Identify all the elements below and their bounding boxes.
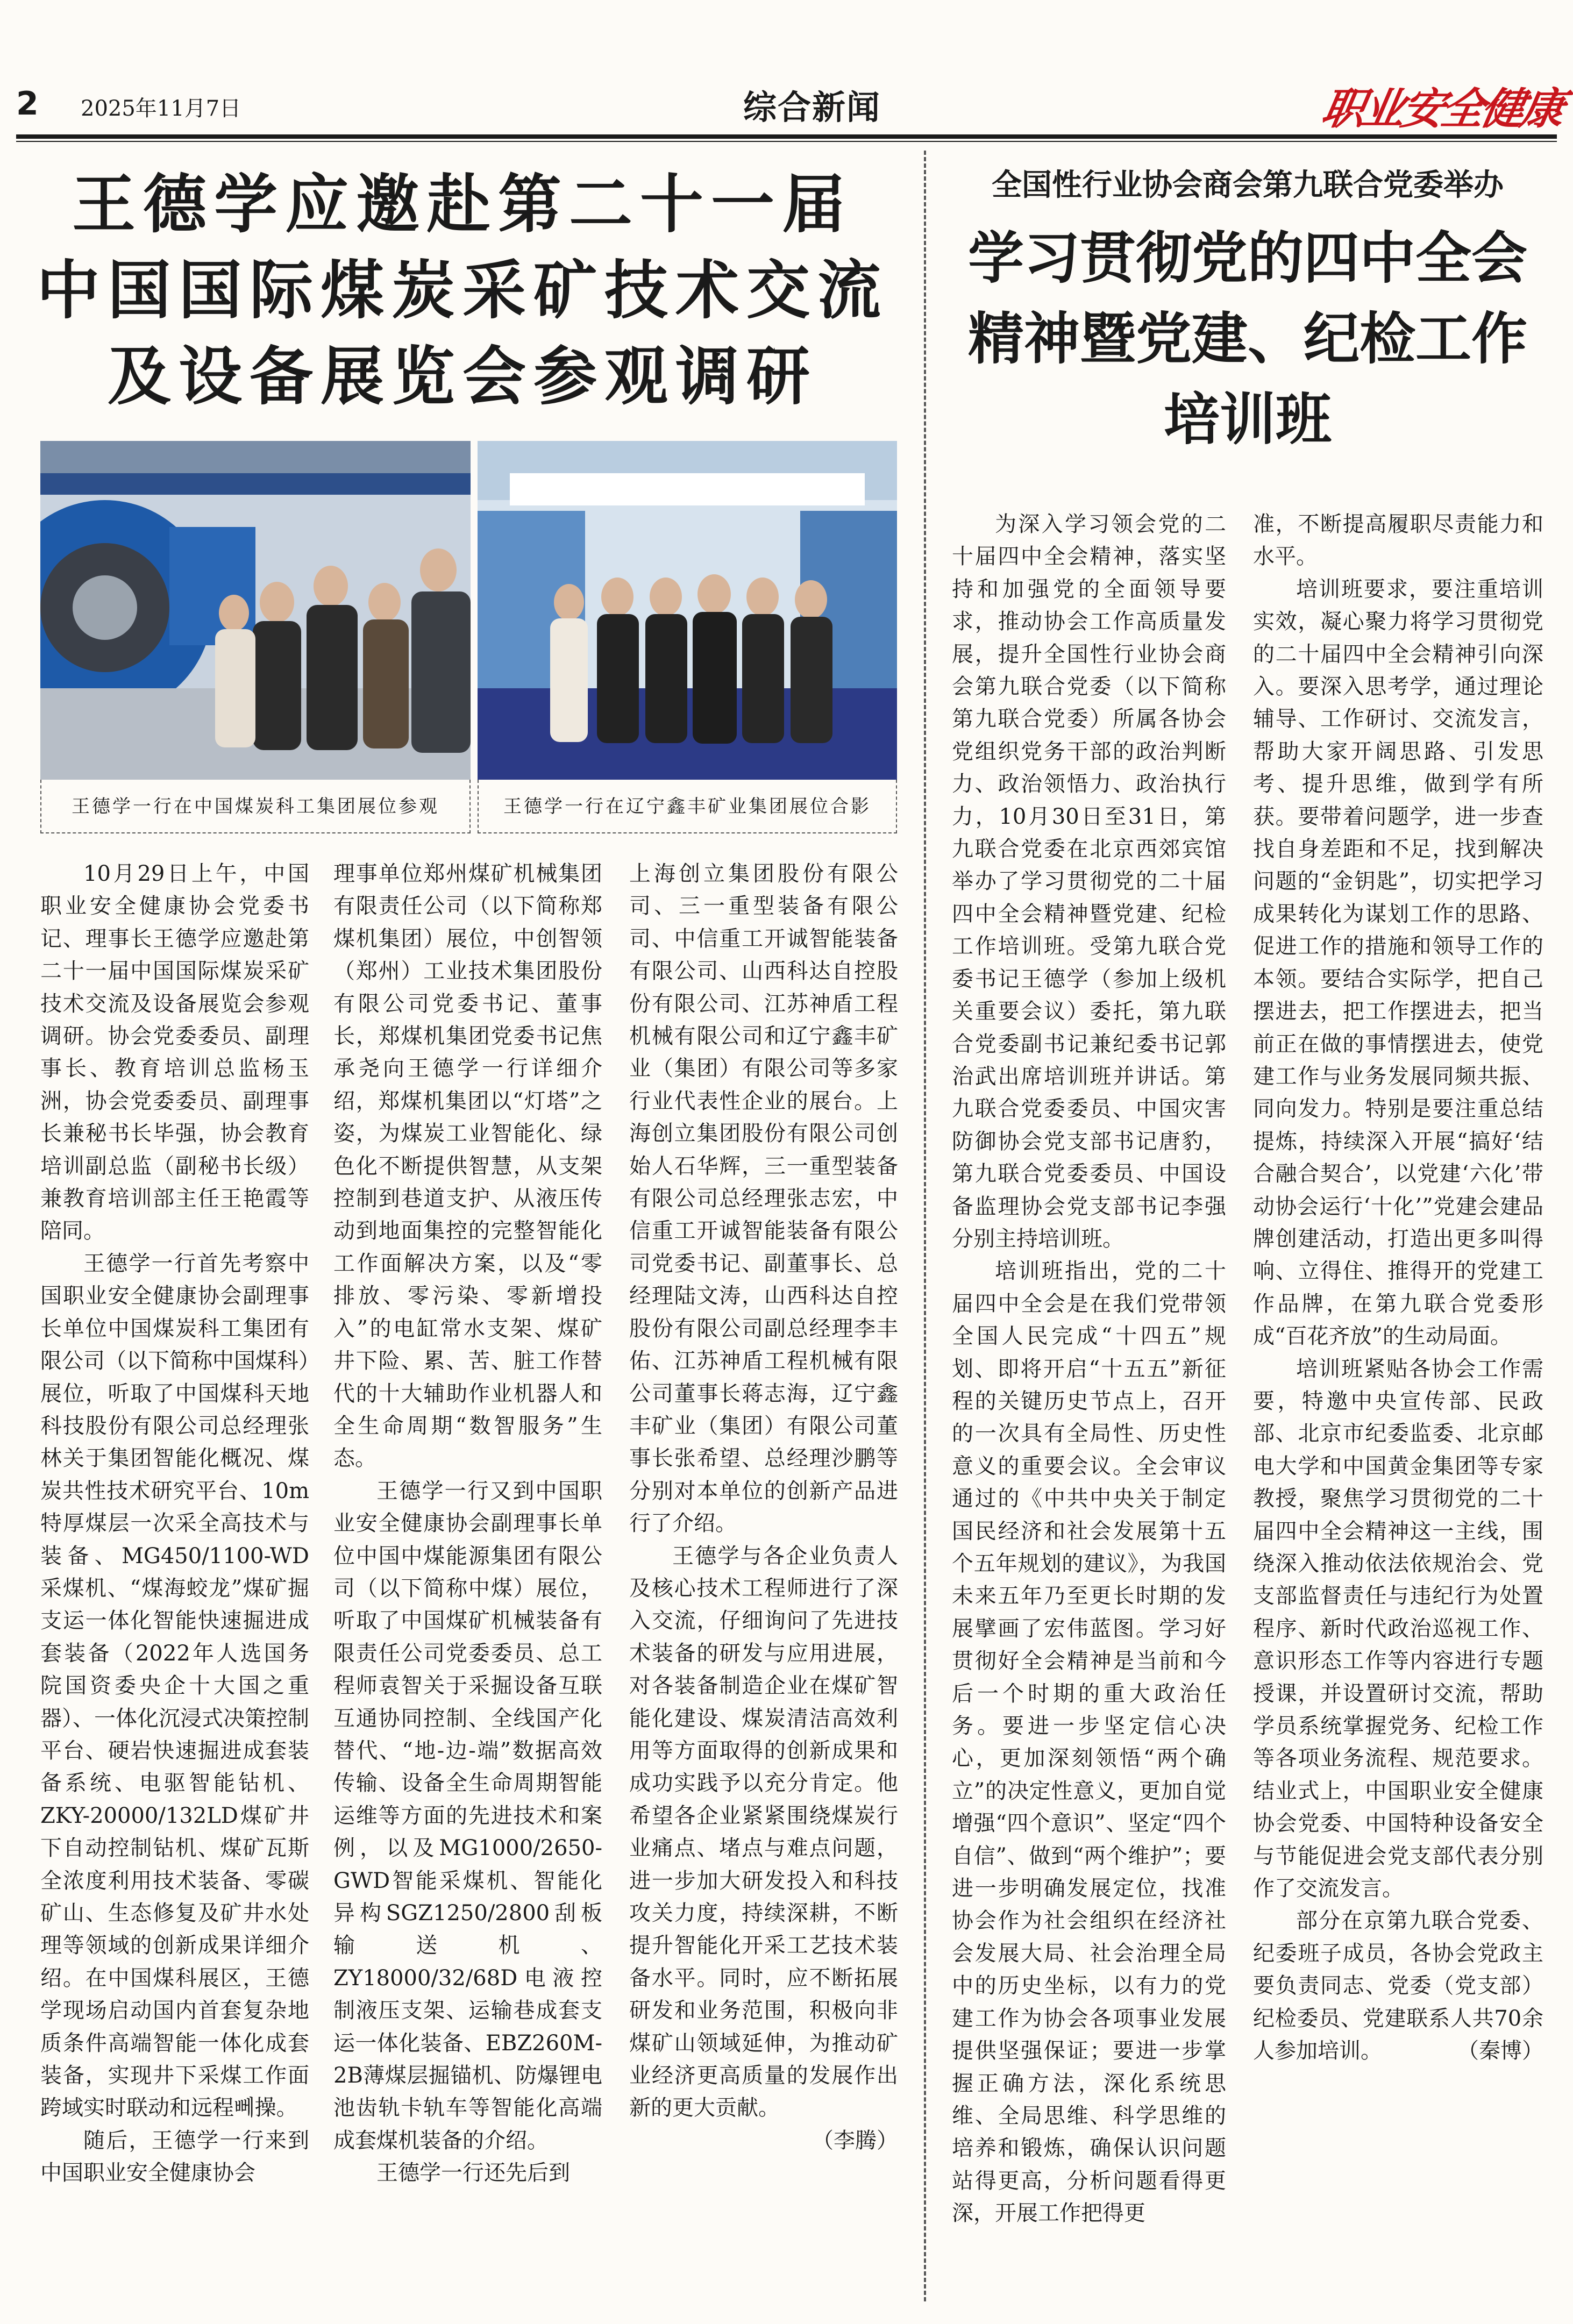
header-rule bbox=[16, 134, 1557, 139]
author-byline: （李腾） bbox=[812, 2128, 898, 2153]
header-rule-thin bbox=[16, 141, 1557, 142]
author-byline: （秦博） bbox=[1457, 2038, 1543, 2064]
photo-caption: 王德学一行在中国煤炭科工集团展位参观 bbox=[40, 780, 471, 833]
paragraph: 王德学一行又到中国职业安全健康协会副理事长单位中国中煤能源集团有限公司（以下简称中煤）展位，听取了中国煤矿机械装备有限责任公司党委委员、总工程师袁智关于采掘设备互联互通协同控制、全线国产化替代、“地-边-端”数据高效传输、设备全生命周期智能运维等方面的先进技术和案例，以及MG1000/2650-GWD智能采煤机、智能化异构SGZ1250/2800刮板输送机、ZY18000/32/68D电液控制液压支架、运输巷成套支运一体化装备、EBZ260M-2B薄煤层掘锚机、防爆锂电池齿轨卡轨车等智能化高端成套煤机装备的介绍。 bbox=[333, 1478, 602, 2153]
right-title-line: 培训班 bbox=[1163, 387, 1332, 452]
right-title-line: 精神暨党建、纪检工作 bbox=[967, 306, 1527, 372]
page-number: 2 bbox=[16, 85, 39, 123]
paragraph-text: 王德学与各企业负责人及核心技术工程师进行了深入交流，仔细询问了先进技术装备的研发与应用进展，对各装备制造企业在煤矿智能化建设、煤炭清洁高效利用等方面取得的创新成果和成功实践予以充分肯定。他希望各企业紧紧围绕煤炭行业痛点、堵点与难点问题，进一步加大研发投入和科技攻关力度，持续深耕，不断提升智能化开采工艺技术装备水平。同时，应不断拓展研发和业务范围，积极向非煤矿山领域延伸，为推动矿业经济更高质量的发展作出新的更大贡献。 bbox=[629, 1543, 898, 2121]
paragraph: 为深入学习领会党的二十届四中全会精神，落实坚持和加强党的全面领导要求，推动协会工作高质量发展，提升全国性行业协会商会第九联合党委（以下简称第九联合党委）所属各协会党组织党务干部的政治判断力、政治领悟力、政治执行力，10月30日至31日，第九联合党委在北京西郊宾馆举办了学习贯彻党的二十届四中全会精神暨党建、纪检工作培训班。受第九联合党委书记王德学（参加上级机关重要会议）委托，第九联合党委副书记兼纪委书记郭治武出席培训班并讲话。第九联合党委委员、中国灾害防御协会党支部书记唐豹，第九联合党委委员、中国设备监理协会党支部书记李强分别主持培训班。 bbox=[952, 512, 1226, 1251]
right-title-line: 学习贯彻党的四中全会 bbox=[967, 225, 1527, 291]
left-article-column-1 bbox=[40, 858, 309, 2309]
paragraph: 理事单位郑州煤矿机械集团有限责任公司（以下简称郑煤机集团）展位，中创智领（郑州）工业技术集团股份有限公司党委书记、董事长，郑煤机集团党委书记焦承尧向王德学一行详细介绍，郑煤机集团以“灯塔”之姿，为煤炭工业智能化、绿色化不断提供智慧，从支架控制到巷道支护、从液压传动到地面集控的完整智能化工作面解决方案，以及“零排放、零污染、零新增投入”的电缸常水支架、煤矿井下险、累、苦、脏工作替代的十大辅助作业机器人和全生命周期“数智服务”生态。 bbox=[333, 861, 602, 1471]
right-article-column-2 bbox=[1253, 508, 1543, 2309]
paragraph: 10月29日上午，中国职业安全健康协会党委书记、理事长王德学应邀赴第二十一届中国国际煤炭采矿技术交流及设备展览会参观调研。协会党委委员、副理事长、教育培训总监杨玉洲，协会党委委员、副理事长兼秘书长毕强，协会教育培训副总监（副秘书长级）兼教育培训部主任王艳霞等陪同。 bbox=[40, 861, 309, 1244]
section-title: 综合新闻 bbox=[743, 88, 881, 127]
paragraph: 准，不断提高履职尽责能力和水平。 bbox=[1253, 512, 1543, 569]
photo-expo-visit bbox=[40, 441, 471, 780]
left-article-column-2 bbox=[333, 858, 602, 2309]
photo-caption: 王德学一行在辽宁鑫丰矿业集团展位合影 bbox=[478, 780, 897, 833]
photo-group-picture bbox=[478, 441, 897, 780]
right-article-title bbox=[936, 218, 1560, 460]
right-article-kicker: 全国性行业协会商会第九联合党委举办 bbox=[992, 168, 1504, 203]
paragraph: 王德学一行还先后到 bbox=[376, 2161, 570, 2186]
column-divider bbox=[924, 151, 926, 2301]
paragraph: 上海创立集团股份有限公司、三一重型装备有限公司、中信重工开诚智能装备有限公司、山西科达自控股份有限公司、江苏神盾工程机械有限公司和辽宁鑫丰矿业（集团）有限公司等多家行业代表性企业的展台。上海创立集团股份有限公司创始人石华辉，三一重型装备有限公司总经理张志宏，中信重工开诚智能装备有限公司党委书记、副董事长、总经理陆文涛，山西科达自控股份有限公司副总经理李丰佑、江苏神盾工程机械有限公司董事长蒋志海，辽宁鑫丰矿业（集团）有限公司董事长张希望、总经理沙鹏等分别对本单位的创新产品进行了介绍。 bbox=[629, 861, 898, 1536]
right-article-column-1 bbox=[952, 508, 1226, 2309]
paragraph-text: 部分在京第九联合党委、纪委班子成员，各协会党政主要负责同志、党委（党支部）纪检委员、党建联系人共70余人参加培训。 bbox=[1253, 1908, 1543, 2064]
masthead-logo: 职业安全健康 bbox=[1318, 83, 1566, 134]
left-article-title bbox=[16, 161, 909, 419]
paragraph: 培训班紧贴各协会工作需要，特邀中央宣传部、民政部、北京市纪委监委、北京邮电大学和中国黄金集团等专家教授，聚焦学习贯彻党的二十届四中全会精神这一主线，围绕深入推动依法依规治会、党支部监督责任与违纪行为处置程序、新时代政治巡视工作、意识形态工作等内容进行专题授课，并设置研讨交流，帮助学员系统掌握党务、纪检工作等各项业务流程、规范要求。结业式上，中国职业安全健康协会党委、中国特种设备安全与节能促进会党支部代表分别作了交流发言。 bbox=[1253, 1356, 1543, 1901]
left-title-line: 中国国际煤炭采矿技术交流 bbox=[36, 253, 888, 327]
paragraph bbox=[1253, 1905, 1543, 2067]
paragraph: 随后，王德学一行来到中国职业安全健康协会 bbox=[40, 2128, 309, 2186]
paragraph bbox=[629, 1540, 898, 2153]
left-title-line: 及设备展览会参观调研 bbox=[107, 339, 817, 414]
paragraph: 培训班要求，要注重培训实效，凝心聚力将学习贯彻党的二十届四中全会精神引向深入。要深入思考学，通过理论辅导、工作研讨、交流发言，帮助大家开阔思路、引发思考、提升思维，做到学有所获。要带着问题学，进一步查找自身差距和不足，找到解决问题的“金钥匙”，切实把学习成果转化为谋划工作的思路、促进工作的措施和领导工作的本领。要结合实际学，把自己摆进去，把工作摆进去，把当前正在做的事情摆进去，使党建工作与业务发展同频共振、同向发力。特别是要注重总结提炼，持续深入开展“搞好‘结合融合契合’，以党建‘六化’带动协会运行‘十化’”党建会建品牌创建活动，打造出更多叫得响、立得住、推得开的党建工作品牌，在第九联合党委形成“百花齐放”的生动局面。 bbox=[1253, 576, 1543, 1349]
left-article-column-3 bbox=[629, 858, 898, 2309]
paragraph: 王德学一行首先考察中国职业安全健康协会副理事长单位中国煤炭科工集团有限公司（以下简称中国煤科）展位，听取了中国煤科天地科技股份有限公司总经理张林关于集团智能化概况、煤炭共性技术研究平台、10m特厚煤层一次采全高技术与装备、MG450/1100-WD采煤机、“煤海蛟龙”煤矿掘支运一体化智能快速掘进成套装备（2022年人选国务院国资委央企十大国之重器）、一体化沉浸式决策控制平台、硬岩快速掘进成套装备系统、电驱智能钻机、ZKY-20000/132LD煤矿井下自动控制钻机、煤矿瓦斯全浓度利用技术装备、零碳矿山、生态修复及矿井水处理等领域的创新成果详细介绍。在中国煤科展区，王德学现场启动国内首套复杂地质条件高端智能一体化成套装备，实现井下采煤工作面跨域实时联动和远程뻬操。 bbox=[40, 1251, 309, 2121]
paragraph: 培训班指出，党的二十届四中全会是在我们党带领全国人民完成“十四五”规划、即将开启“十五五”新征程的关键历史节点上，召开的一次具有全局性、历史性意义的重要会议。全会审议通过的《中共中央关于制定国民经济和社会发展第十五个五年规划的建议》，为我国未来五年乃至更长时期的发展擘画了宏伟蓝图。学习好贯彻好全会精神是当前和今后一个时期的重大政治任务。要进一步坚定信心决心，更加深刻领悟“两个确立”的决定性意义，更加自觉增强“四个意识”、坚定“四个自信”、做到“两个维护”；要进一步明确发展定位，找准协会作为社会组织在经济社会发展大局、社会治理全局中的历史坐标，以有力的党建工作为协会各项事业发展提供坚强保证；要进一步掌握正确方法，深化系统思维、全局思维、科学思维的培养和锻炼，确保认识问题站得更高，分析问题看得更深，开展工作把得更 bbox=[952, 1259, 1226, 2226]
left-title-line: 王德学应邀赴第二十一届 bbox=[72, 167, 853, 241]
issue-date: 2025年11月7日 bbox=[81, 96, 241, 121]
